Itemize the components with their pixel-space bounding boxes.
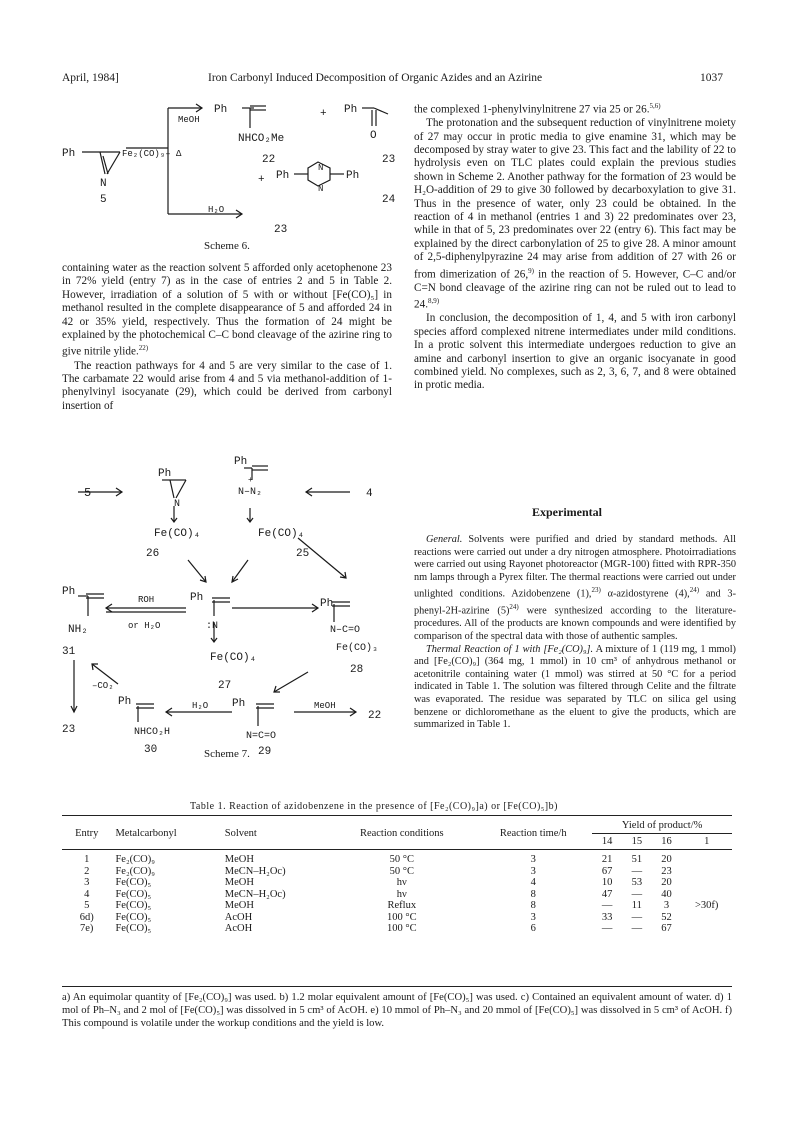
th-metal: Metalcarbonyl [115, 828, 177, 839]
table-row [62, 877, 732, 889]
table-cell: — [601, 900, 613, 911]
general-text-3: and 3-phenyl-2H-azirine (5) [414, 588, 737, 617]
table-cell: — [631, 923, 643, 934]
table-cell [681, 850, 732, 866]
s7-h2o-g: H₂O [192, 701, 209, 711]
table-cell: 10 [601, 877, 613, 888]
table-cell: — [601, 923, 613, 934]
general-ref-3: 24) [509, 603, 519, 612]
left-p2: The reaction pathways for 4 and 5 are very similar to the case of 1. The carbamate 22 would arise from 4 and 5 via methanol-addition of 1-phenylvinyl isocyanate (29), which could be derived from carbonyl insertion of [62, 359, 392, 412]
s7-26: 26 [146, 548, 160, 560]
general-ref-2: 24) [689, 586, 700, 595]
s6-ph3: Ph [344, 104, 358, 116]
right-p3: In conclusion, the decomposition of 1, 4, and 5 with iron carbonyl species afford complexed nitrene intermediates under mild conditions. In a protic solvent this intermediate undergoes reduction to give an amine and carbonyl insertion to give an organic isocyanate in good combined yield. No complexes, such as 2, 3, 6, 7, and 8 were obtained in protic media. [414, 312, 736, 392]
table-cell [681, 866, 732, 878]
s7-22: 22 [368, 710, 382, 722]
table-cell: 50 °C [389, 854, 414, 865]
s6-o: O [370, 130, 377, 142]
s6-ph1: Ph [62, 148, 76, 160]
s7-ph-c: Ph [62, 586, 76, 598]
table-cell: 51 [631, 854, 643, 865]
s7-n-d: :N [206, 621, 219, 632]
s7-ph-a: Ph [158, 468, 172, 480]
table-cell: 100 °C [387, 911, 417, 923]
table-cell: 50 °C [389, 865, 414, 877]
right-column [414, 100, 736, 393]
th-p14: 14 [601, 836, 613, 847]
right-p2b: in the reaction of 5. However, C–C and/or C=N bond cleavage of the azirine ring can not be ruled out to lead to 24. [414, 268, 736, 311]
table-row [62, 923, 732, 935]
thermal-text: A mixture of 1 (119 mg, 1 mmol) and [Fe₂(CO)₉] (364 mg, 1 mmol) in 10 cm³ of anhydrous methanol or acetonitrile containing water (1 mmol) was stirred at 50 °C for a period indicated in Table 1. The solution was filtered through Celite and the filtrate was evaporated. The residue was separated by TLC on silica gel using benzene or dichloromethane as the eluent to give the products, which are summarized in Table 1. [414, 643, 736, 731]
s6-5: 5 [100, 194, 107, 206]
s7-ph-g: Ph [232, 698, 246, 710]
s7-meoh: MeOH [314, 701, 336, 711]
scheme-6-caption: Scheme 6. [204, 240, 250, 252]
table-cell: 20 [661, 854, 672, 865]
th-time: Reaction time/h [499, 828, 567, 839]
table-cell: 21 [601, 854, 613, 865]
table-cell: AcOH [224, 911, 253, 923]
table-cell [681, 923, 732, 935]
table-row [62, 889, 732, 901]
table-cell: 8 [530, 888, 536, 900]
s7-n-a: N [174, 499, 181, 510]
table-cell: 7e) [80, 923, 94, 934]
right-p2: The protonation and the subsequent reduction of vinylnitrene moiety of 27 may occur in protic media to give enamine 31, which may be decomposed by stray water to give 23. This fact and the lability of 22 to hydrolysis even on TLC plates could explain the previous studies shown in Scheme 2. Another pathway for the formation of 23 would be H₂O-addition of 29 to give 30 followed by decarboxylation to give 31. Thus in the presence of water, only 23 could be obtained. In the reaction of 4 in methanol (entries 1 and 3) 22 predominates over 23, while in that of 5, 23 predominates over 22 (entry 6). This fact may be explained by the direct carbonylation of 25 to give 28. A minor amount of 2,5-diphenylpyrazine 24 may arise from addition of 27 with 26 or from dimerization of 26, [414, 117, 736, 281]
s7-fe25: Fe(CO)₄ [258, 528, 305, 540]
general-text-2: α-azidostyrene (4), [600, 588, 690, 600]
s7-nco: N=C=O [246, 731, 277, 742]
s7-31: 31 [62, 646, 76, 658]
s7-ph-f: Ph [118, 696, 132, 708]
thermal-head: Thermal Reaction of 1 with [Fe₂(CO)₉]. [426, 643, 594, 655]
s7-5: 5 [84, 486, 92, 500]
s7-ph-b: Ph [234, 456, 248, 468]
s6-ph4: Ph [276, 170, 290, 182]
th-p15: 15 [631, 836, 643, 847]
th-p16: 16 [661, 836, 672, 847]
s7-ph-d: Ph [190, 592, 204, 604]
table-cell: 3 [663, 900, 670, 911]
table-cell: 6d) [79, 911, 94, 923]
right-p2-ref: 9) [528, 266, 534, 275]
scheme-7-caption: Scheme 7. [204, 748, 250, 760]
s7-23: 23 [62, 724, 76, 736]
table-cell: Fe(CO)₅ [115, 923, 152, 934]
table-cell [681, 877, 732, 889]
left-p1: containing water as the reaction solvent 5 afforded only acetophenone 23 in 72% yield (entry 7) as in the case of entries 2 and 5 in Table 2. However, irradiation of a solution of 5 with or without [Fe(CO)₅] in methanol resulted in the complete disappearance of 5 and afforded 24 in 42 or 35% yield, respectively. Thus the formation of 24 might be explained by the photochemical C–C bond cleavage of the azirine ring to give nitrile ylide. [62, 262, 392, 359]
table-cell: 3 [530, 854, 536, 865]
table-cell [681, 912, 732, 924]
table-cell: 6 [530, 923, 536, 934]
table-cell: 20 [661, 877, 672, 888]
s7-fe26: Fe(CO)₄ [154, 528, 201, 540]
table-cell: 40 [661, 888, 672, 900]
table-cell: hν [396, 877, 407, 888]
s7-28: 28 [350, 664, 364, 676]
th-p1: 1 [704, 836, 710, 847]
table-row [62, 900, 732, 912]
table-cell: 1 [84, 854, 90, 865]
s6-23a: 23 [382, 154, 396, 166]
table-cell: Reflux [387, 900, 417, 911]
experimental-text [414, 534, 736, 732]
th-solvent: Solvent [224, 828, 257, 839]
s6-meoh: MeOH [178, 115, 200, 125]
s7-fe28: Fe(CO)₃ [336, 643, 379, 654]
table-cell: 67 [661, 923, 672, 934]
s6-n: N [100, 178, 107, 190]
table-cell: 3 [84, 877, 90, 888]
s7-4: 4 [366, 488, 373, 500]
s6-23b: 23 [274, 224, 288, 236]
table-cell: 4 [84, 888, 90, 900]
s6-h2o: H₂O [208, 205, 225, 215]
s7-nh2: NH₂ [68, 624, 88, 636]
table-cell: — [631, 888, 643, 900]
table-cell: Fe(CO)₅ [115, 900, 152, 911]
table-cell: 67 [601, 865, 613, 877]
table-cell [681, 889, 732, 901]
s7-nhco2h: NHCO₂H [134, 727, 171, 738]
table-cell: 5 [84, 900, 90, 911]
th-conditions: Reaction conditions [359, 828, 444, 839]
table-cell: 100 °C [387, 923, 417, 934]
header-title: Iron Carbonyl Induced Decomposition of Organic Azides and an Azirine [208, 72, 543, 84]
section-heading: Experimental [532, 505, 602, 519]
table-top-rule [62, 815, 732, 816]
table-cell: 3 [530, 865, 536, 877]
table-cell: 33 [601, 911, 613, 923]
header-page: 1037 [700, 72, 723, 84]
s7-30: 30 [144, 744, 158, 756]
table-cell: hν [396, 888, 407, 900]
general-ref-1: 23) [591, 586, 601, 595]
table-cell: 11 [631, 900, 642, 911]
table-cell: 8 [530, 900, 536, 911]
s7-or-h2o: or H₂O [128, 621, 161, 631]
left-p1-ref: 22) [138, 344, 149, 353]
table-footnote: a) An equimolar quantity of [Fe₂(CO)₉] was used. b) 1.2 molar equivalent amount of [Fe(CO)₅] was used. c) Contained an equivalent amount of water. d) 1 mol of Ph–N₃ and 2 mol of [Fe(CO)₅] was dissolved in 5 cm³ of AcOH. e) 10 mmol of Ph–N₃ and 20 mmol of [Fe(CO)₅] was dissolved in 5 cm³ of AcOH. f) This compound is volatile under the workup conditions and the yield is low. [62, 992, 732, 1029]
s6-24: 24 [382, 194, 396, 206]
table-cell: 4 [530, 877, 536, 888]
s6-pn2: N [318, 184, 324, 194]
general-head: General. [426, 534, 463, 545]
table-cell: 2 [84, 865, 90, 877]
right-p2b-ref: 8,9) [427, 297, 440, 306]
table-row [62, 850, 732, 866]
s6-plus2: + [258, 174, 265, 186]
s7-25: 25 [296, 548, 310, 560]
right-p1: the complexed 1-phenylvinylnitrene 27 via 25 or 26. [414, 103, 650, 116]
s6-ph5: Ph [346, 170, 360, 182]
table-cell: Fe₂(CO)₉ [115, 865, 155, 877]
s7-29: 29 [258, 746, 272, 758]
table-cell: — [631, 865, 643, 877]
s7-co2: –CO₂ [92, 681, 114, 691]
table-cell: Fe₂(CO)₉ [115, 854, 155, 865]
table-cell: MeCN–H₂Oc) [224, 865, 286, 877]
s6-pn1: N [318, 163, 324, 173]
s7-fe27: Fe(CO)₄ [210, 652, 257, 664]
table-cell: 52 [661, 911, 672, 923]
s7-n-n2: N–N₂ [238, 487, 263, 498]
s7-roh: ROH [138, 595, 155, 605]
general-text: Solvents were purified and dried by standard methods. All reactions were carried out under a dry nitrogen atmosphere. Photoirradiations were carried out using Rayonet photoreactor (MGR-100) fitted with RPR-350 nm lamps through a Pyrex filter. The thermal reactions were carried out under unlighted conditions. Azidobenzene (1), [414, 534, 736, 600]
s7-ph-e: Ph [320, 598, 334, 610]
table-cell: >30f) [694, 900, 719, 911]
table-row [62, 912, 732, 924]
table-cell: AcOH [224, 923, 253, 934]
s6-plus1: + [320, 108, 327, 120]
table-bottom-rule [62, 986, 732, 987]
table-cell: MeOH [224, 900, 254, 911]
s7-plus-b: + [248, 476, 253, 485]
right-p1-ref: 5,6) [649, 102, 661, 110]
table-cell: Fe(CO)₅ [115, 911, 152, 923]
general-text-4: were synthesized according to the literature-procedures. All of the products are known compounds and were identified by comparison of the spectral data with those of authentic samples. [414, 605, 736, 642]
table-title: Table 1. Reaction of azidobenzene in the presence of [Fe₂(CO)₉]a) or [Fe(CO)₅]b) [190, 801, 558, 812]
table-row [62, 866, 732, 878]
th-yield: Yield of product/% [592, 818, 732, 834]
s6-reagent: Fe₂(CO)₉– Δ [122, 149, 182, 159]
header-date: April, 1984] [62, 72, 119, 84]
s6-ph2: Ph [214, 104, 228, 116]
table-cell: — [631, 911, 643, 923]
table-cell: MeOH [224, 854, 254, 865]
table-cell: Fe(CO)₅ [115, 888, 152, 900]
table-cell: 3 [530, 911, 536, 923]
s7-27: 27 [218, 680, 232, 692]
s6-nhco2me: NHCO₂Me [238, 133, 285, 145]
s6-22: 22 [262, 154, 276, 166]
table-1 [62, 818, 732, 935]
table-cell: 47 [601, 888, 613, 900]
table-cell: 53 [631, 877, 643, 888]
s7-nc-e: N–C=O [330, 625, 361, 636]
left-column [62, 262, 392, 413]
th-entry: Entry [75, 828, 99, 839]
table-cell: Fe(CO)₅ [115, 877, 152, 888]
table-cell: MeCN–H₂Oc) [224, 888, 286, 900]
table-cell: 23 [661, 865, 672, 877]
table-cell: MeOH [224, 877, 254, 888]
